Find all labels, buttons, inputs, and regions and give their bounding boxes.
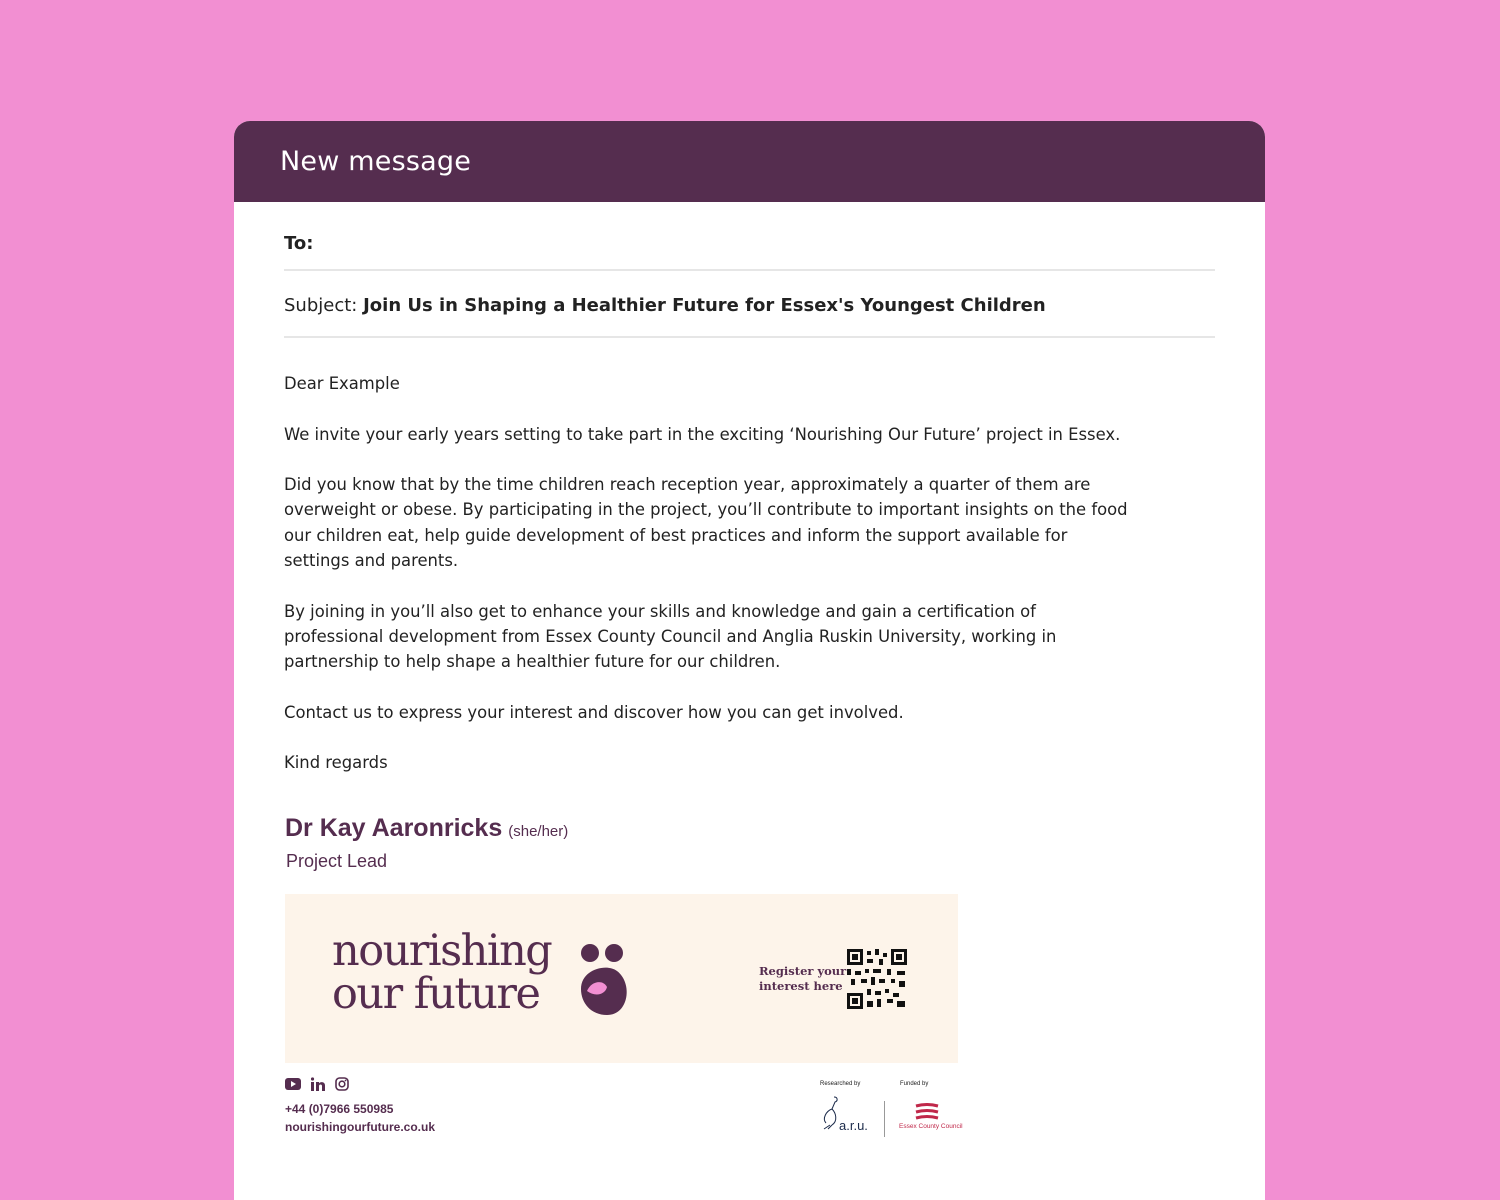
signature-banner[interactable] (285, 894, 958, 1063)
researched-by-label: Researched by (820, 1081, 861, 1087)
instagram-icon[interactable] (335, 1077, 349, 1091)
funded-by-label: Funded by (900, 1081, 929, 1087)
body-paragraph: By joining in you’ll also get to enhance your skills and knowledge and gain a certification of professional development from Essex County Council and Anglia Ruskin University, working in partnership to help shape a healthier future for our children. (284, 601, 1057, 672)
register-interest-text (759, 964, 846, 994)
sign-off: Kind regards (284, 753, 388, 773)
youtube-icon[interactable] (285, 1078, 301, 1090)
website-link[interactable]: nourishingourfuture.co.uk (285, 1120, 435, 1134)
signature-name (285, 814, 568, 843)
signature-name-text: Dr Kay Aaronricks (285, 814, 503, 842)
greeting: Dear Example (284, 374, 400, 393)
brand-line-2: our future (332, 969, 540, 1019)
essex-seaxes-icon (914, 1103, 940, 1123)
linkedin-icon[interactable] (311, 1077, 325, 1091)
ecc-logo: Essex County Council (899, 1123, 963, 1130)
register-line-1: Register your (759, 964, 847, 978)
to-label: To: (284, 233, 314, 254)
phone-number[interactable]: +44 (0)7966 550985 (285, 1102, 394, 1116)
smiley-icon (577, 941, 637, 1021)
brand-line-1: nourishing (332, 926, 552, 976)
title-bar (234, 121, 1265, 202)
contact-details (285, 1100, 435, 1136)
qr-code-icon[interactable] (847, 949, 907, 1009)
signature-pronouns: (she/her) (508, 823, 569, 840)
aru-logo: a.r.u. (839, 1118, 868, 1133)
subject-field[interactable] (284, 271, 1215, 338)
to-field[interactable] (284, 221, 1215, 271)
subject-value[interactable]: Join Us in Shaping a Healthier Future for Essex's Youngest Children (363, 295, 1046, 316)
body-paragraph: We invite your early years setting to take part in the exciting ‘Nourishing Our Future’ project in Essex. (284, 424, 1121, 444)
window-title: New message (280, 146, 472, 177)
subject-label: Subject: (284, 295, 358, 316)
partner-logos (814, 1081, 964, 1141)
compose-window (234, 121, 1265, 1200)
message-body[interactable] (284, 371, 1134, 801)
brand-logo (332, 926, 552, 1019)
body-paragraph: Contact us to express your interest and discover how you can get involved. (284, 702, 904, 722)
register-line-2: interest here (759, 979, 843, 993)
social-links (285, 1077, 349, 1091)
signature-role: Project Lead (286, 851, 388, 871)
body-paragraph: Did you know that by the time children reach reception year, approximately a quarter of them are overweight or obese. By participating in the project, you’ll contribute to important insights on the food our children eat, help guide development of best practices and inform the support available for settings and parents. (284, 475, 1128, 571)
logo-divider (884, 1101, 885, 1137)
